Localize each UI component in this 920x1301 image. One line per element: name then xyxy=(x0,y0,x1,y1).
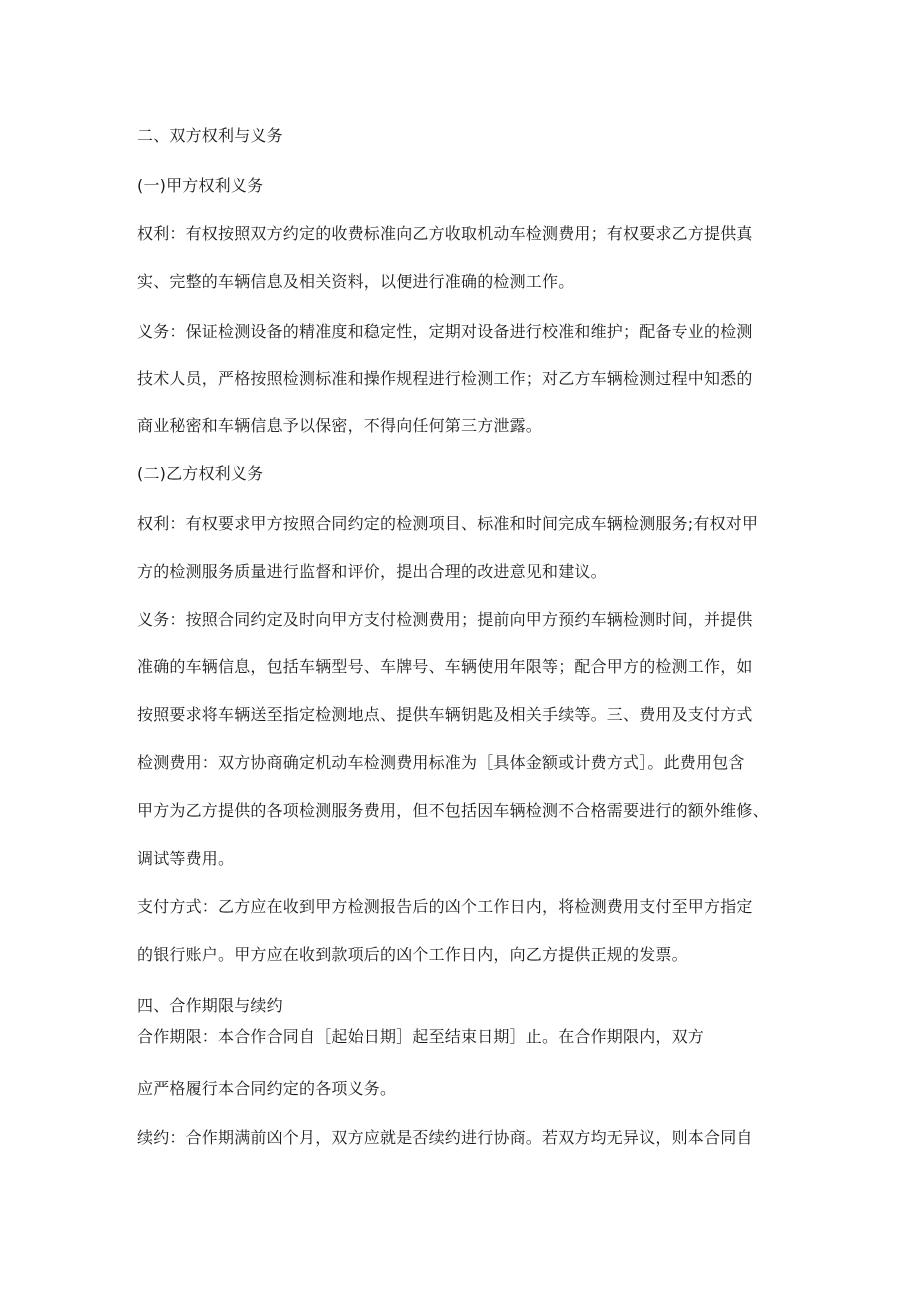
paragraph-line: 的银行账户。甲方应在收到款项后的凶个工作日内，向乙方提供正规的发票。 xyxy=(137,945,688,964)
paragraph-line: 义务：保证检测设备的精准度和稳定性，定期对设备进行校准和维护；配备专业的检测 xyxy=(137,322,753,341)
paragraph-line: 按照要求将车辆送至指定检测地点、提供车辆钥匙及相关手续等。三、费用及支付方式 xyxy=(137,705,753,724)
paragraph-line: 权利：有权要求甲方按照合同约定的检测项目、标准和时间完成车辆检测服务;有权对甲 xyxy=(137,514,759,533)
section-heading: 二、双方权利与义务 xyxy=(137,126,283,145)
paragraph-line: 准确的车辆信息，包括车辆型号、车牌号、车辆使用年限等；配合甲方的检测工作，如 xyxy=(137,657,753,676)
paragraph-line: 权利：有权按照双方约定的收费标准向乙方收取机动车检测费用；有权要求乙方提供真 xyxy=(137,224,753,243)
paragraph-line: 应严格履行本合同约定的各项义务。 xyxy=(137,1079,397,1098)
paragraph-line: 义务：按照合同约定及时向甲方支付检测费用；提前向甲方预约车辆检测时间，并提供 xyxy=(137,610,753,629)
paragraph-line: 调试等费用。 xyxy=(137,849,235,868)
paragraph-line: 检测费用：双方协商确定机动车检测费用标准为［具体金额或计费方式］。此费用包含 xyxy=(137,753,745,772)
subsection-heading-party-b: (二)乙方权利义务 xyxy=(137,464,264,483)
paragraph-line: 合作期限：本合作合同自［起始日期］起至结束日期］止。在合作期限内，双方 xyxy=(137,1027,705,1046)
paragraph-line: 甲方为乙方提供的各项检测服务费用，但不包括因车辆检测不合格需要进行的额外维修、 xyxy=(137,801,769,820)
paragraph-line: 技术人员，严格按照检测标准和操作规程进行检测工作；对乙方车辆检测过程中知悉的 xyxy=(137,369,753,388)
section-heading: 四、合作期限与续约 xyxy=(137,996,283,1015)
paragraph-line: 续约：合作期满前凶个月，双方应就是否续约进行协商。若双方均无异议，则本合同自 xyxy=(137,1128,753,1147)
paragraph-line: 商业秘密和车辆信息予以保密，不得向任何第三方泄露。 xyxy=(137,416,543,435)
paragraph-line: 支付方式：乙方应在收到甲方检测报告后的凶个工作日内，将检测费用支付至甲方指定 xyxy=(137,897,753,916)
paragraph-line: 实、完整的车辆信息及相关资料，以便进行准确的检测工作。 xyxy=(137,272,575,291)
subsection-heading-party-a: (一)甲方权利义务 xyxy=(137,176,264,195)
paragraph-line: 方的检测服务质量进行监督和评价，提出合理的改进意见和建议。 xyxy=(137,562,607,581)
